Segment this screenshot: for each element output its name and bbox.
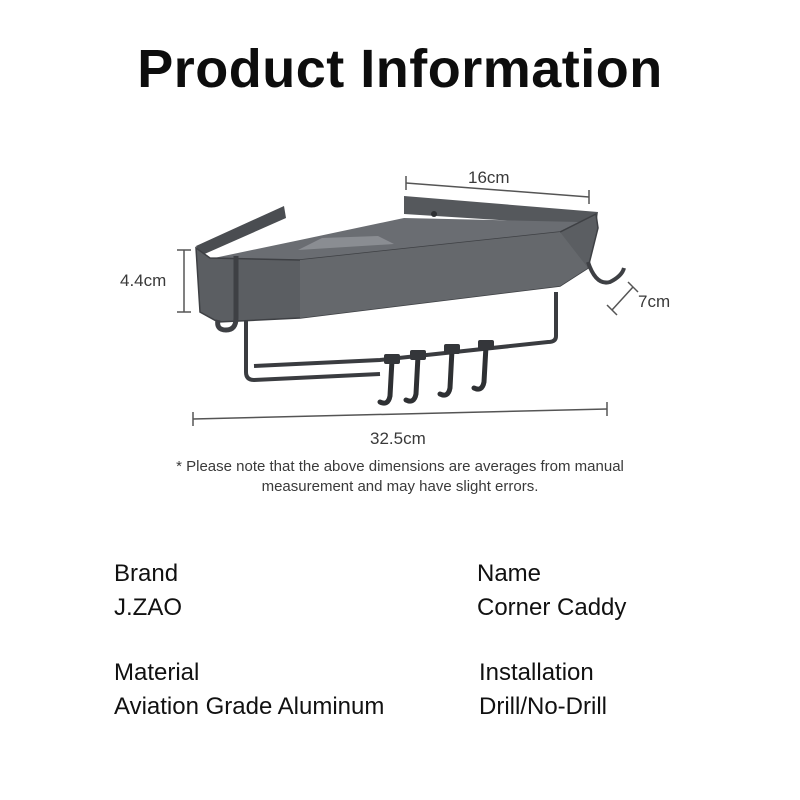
- top-width-label: 16cm: [468, 168, 510, 187]
- spec-material: [114, 656, 384, 724]
- height-label: 4.4cm: [120, 271, 167, 290]
- spec-name-label: Name: [477, 560, 542, 587]
- depth-label: 7cm: [638, 292, 671, 311]
- spec-name-value: Corner Caddy: [477, 594, 627, 621]
- total-length-label: 32.5cm: [370, 429, 426, 448]
- spec-brand: [114, 557, 182, 625]
- spec-installation-value: Drill/No-Drill: [479, 693, 607, 720]
- note-line-1: * Please note that the above dimensions are averages from manual: [176, 458, 624, 475]
- spec-material-value: Aviation Grade Aluminum: [114, 693, 385, 720]
- spec-material-label: Material: [114, 659, 200, 686]
- right-side-hook: [588, 262, 624, 283]
- spec-name: [477, 557, 626, 625]
- spec-brand-label: Brand: [114, 560, 179, 587]
- spec-brand-value: J.ZAO: [114, 594, 183, 621]
- page-title: Product Information: [137, 39, 663, 99]
- measurement-note: [100, 457, 700, 497]
- spec-installation: [479, 656, 607, 724]
- depth-dimension-line: [607, 282, 638, 315]
- spec-installation-label: Installation: [479, 659, 594, 686]
- height-dimension-line: [177, 250, 191, 312]
- note-line-2: measurement and may have slight errors.: [261, 478, 539, 495]
- length-dimension-line: [193, 402, 607, 426]
